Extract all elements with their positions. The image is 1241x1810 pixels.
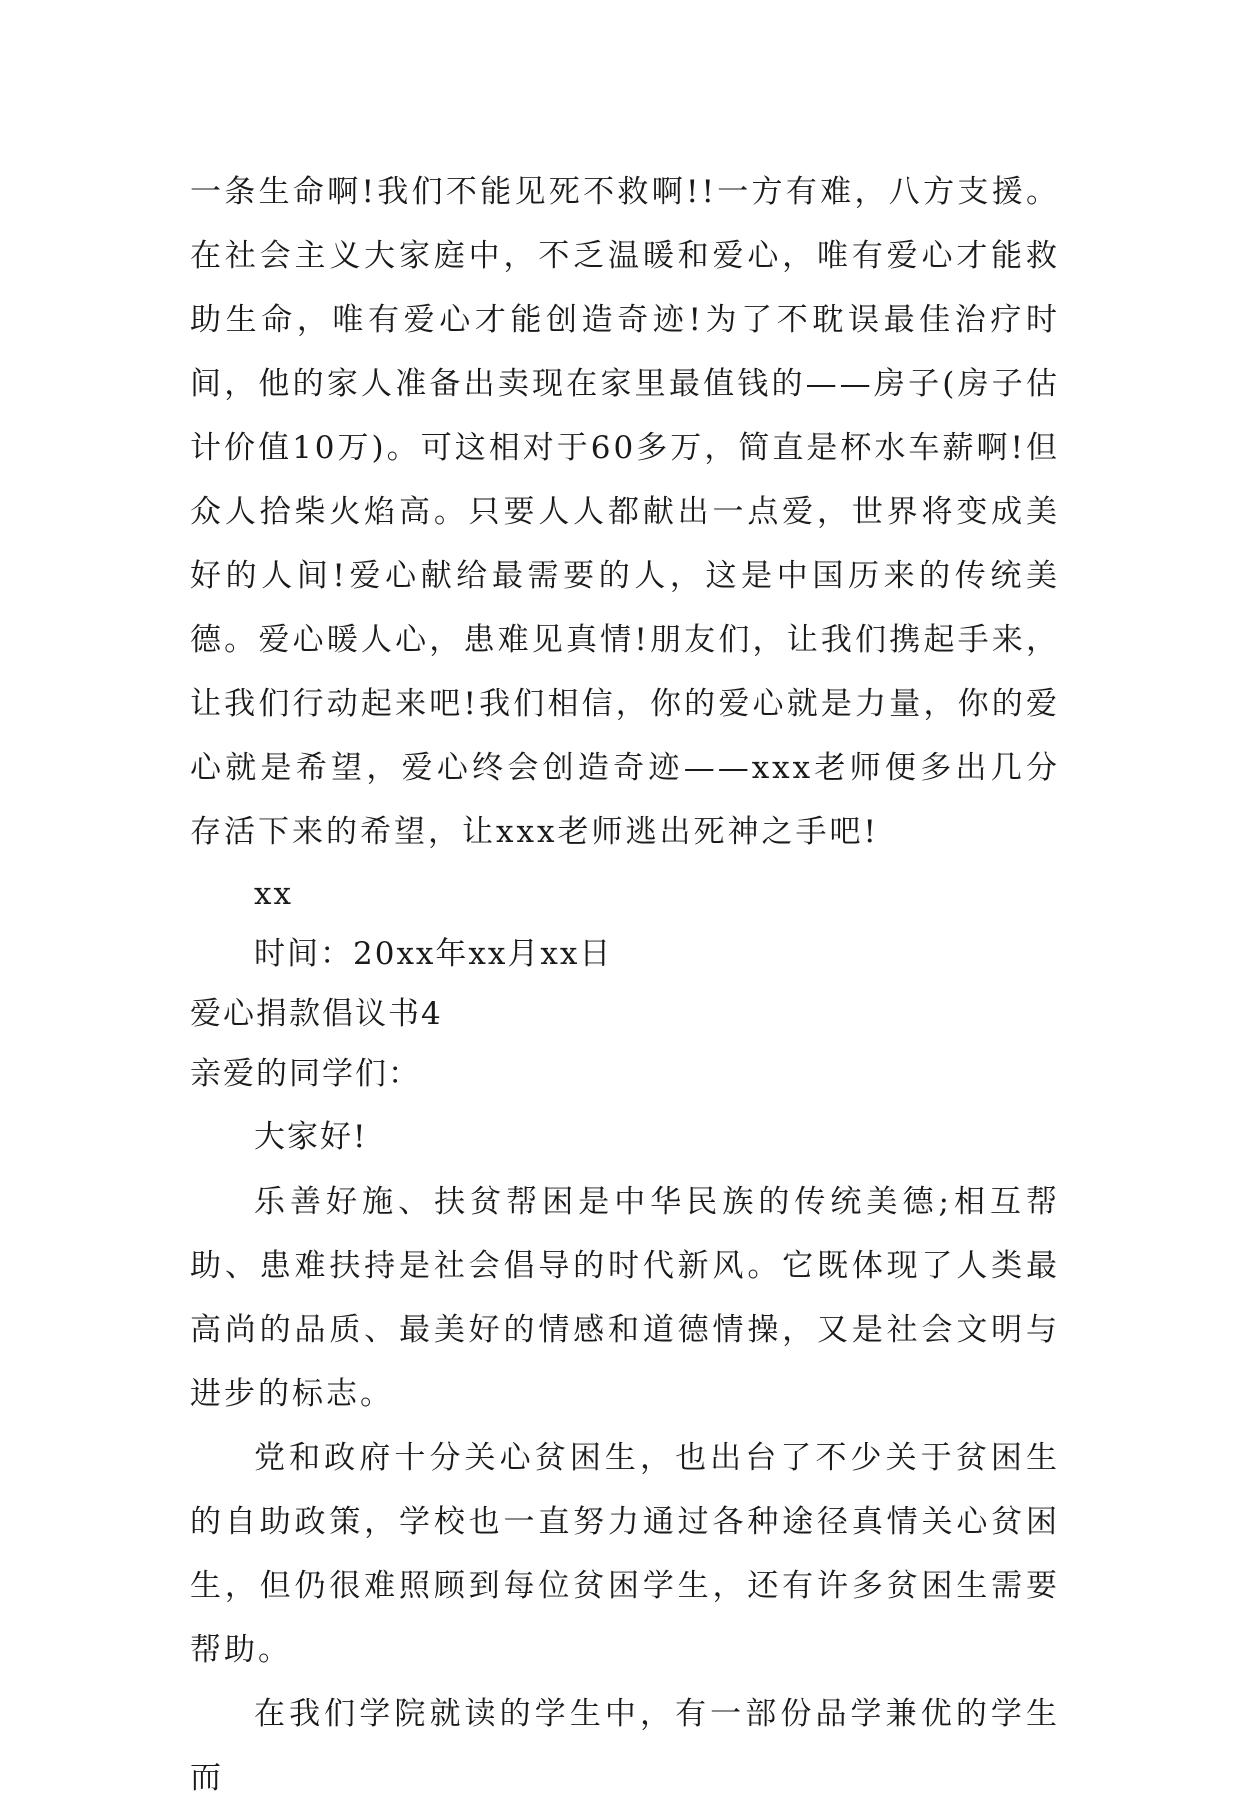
signature: xx <box>254 876 293 912</box>
document-body <box>190 160 1060 1810</box>
greeting: 大家好! <box>254 1119 368 1155</box>
paragraph-virtue: 乐善好施、扶贫帮困是中华民族的传统美德;相互帮助、患难扶持是社会倡导的时代新风。它既体现了人类最高尚的品质、最美好的情感和道德情操，又是社会文明与进步的标志。 <box>190 1184 1060 1412</box>
paragraph-appeal: 一条生命啊!我们不能见死不救啊!!一方有难，八方支援。在社会主义大家庭中，不乏温暖和爱心，唯有爱心才能救助生命，唯有爱心才能创造奇迹!为了不耽误最佳治疗时间，他的家人准备出卖现在家里最值钱的——房子(房子估计价值10万)。可这相对于60多万，简直是杯水车薪啊!但众人拾柴火焰高。只要人人都献出一点爱，世界将变成美好的人间!爱心献给最需要的人，这是中国历来的传统美德。爱心暖人心，患难见真情!朋友们，让我们携起手来，让我们行动起来吧!我们相信，你的爱心就是力量，你的爱心就是希望，爱心终会创造奇迹——xxx老师便多出几分存活下来的希望，让xxx老师逃出死神之手吧! <box>190 174 1060 850</box>
paragraph-students: 在我们学院就读的学生中，有一部份品学兼优的学生而 <box>190 1696 1060 1796</box>
salutation: 亲爱的同学们： <box>190 1056 421 1092</box>
section-title: 爱心捐款倡议书4 <box>190 996 443 1032</box>
date-line: 时间：20xx年xx月xx日 <box>254 936 613 972</box>
paragraph-policy: 党和政府十分关心贫困生，也出台了不少关于贫困生的自助政策，学校也一直努力通过各种途径真情关心贫困生，但仍很难照顾到每位贫困学生，还有许多贫困生需要帮助。 <box>190 1440 1060 1668</box>
